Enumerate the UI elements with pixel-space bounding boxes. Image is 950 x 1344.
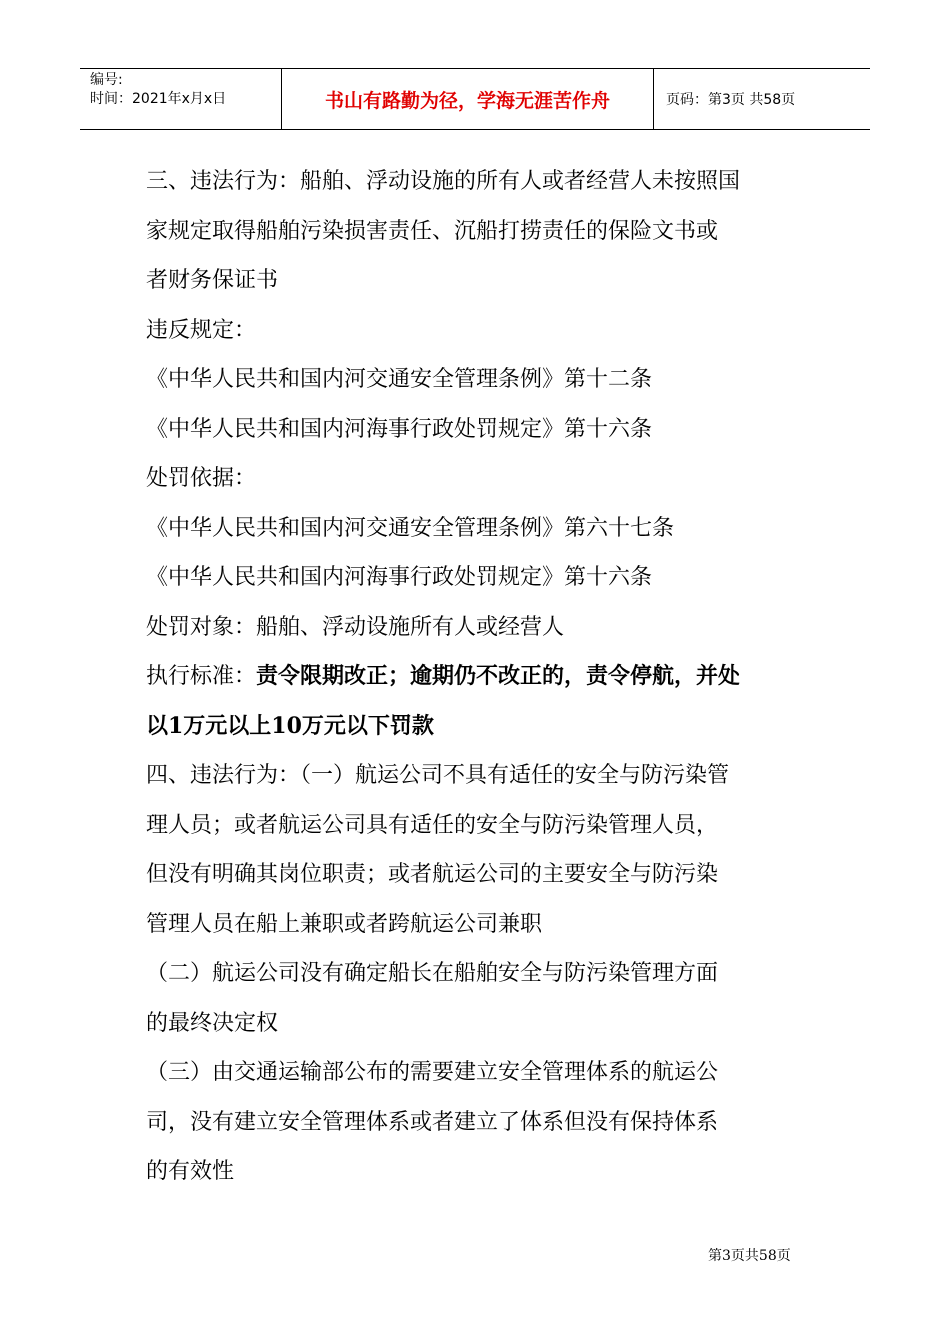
body-line: 四、违法行为：（一）航运公司不具有适任的安全与防污染管 (146, 763, 730, 788)
header-meta (80, 69, 282, 129)
page-footer: 第3页共58页 (708, 1248, 791, 1264)
body-line: 司，没有建立安全管理体系或者建立了体系但没有保持体系 (146, 1109, 719, 1135)
number-label: 编号: (90, 72, 123, 88)
header-page-info: 页码：第3页 共58页 (666, 92, 796, 108)
body-line: 处罚依据： (146, 466, 257, 491)
body-line: 但没有明确其岗位职责；或者航运公司的主要安全与防污染 (146, 862, 719, 887)
page-header (80, 68, 870, 130)
body-line: 《中华人民共和国内河海事行政处罚规定》第十六条 (146, 565, 653, 590)
body-line: 理人员；或者航运公司具有适任的安全与防污染管理人员， (146, 812, 719, 838)
body-line: 的有效性 (146, 1159, 235, 1184)
body-line: 《中华人民共和国内河交通安全管理条例》第十二条 (146, 367, 653, 392)
body-line: （三）由交通运输部公布的需要建立安全管理体系的航运公 (146, 1060, 719, 1085)
body-line: （二）航运公司没有确定船长在船舶安全与防污染管理方面 (146, 961, 719, 986)
standard-label: 执行标准： (146, 664, 257, 689)
standard-line (146, 652, 814, 702)
body-line: 处罚对象：船舶、浮动设施所有人或经营人 (146, 614, 565, 640)
body-line: 违反规定： (146, 317, 257, 343)
document-body (146, 157, 814, 1197)
header-motto: 书山有路勤为径，学海无涯苦作舟 (282, 69, 654, 129)
body-line: 管理人员在船上兼职或者跨航运公司兼职 (146, 911, 543, 937)
body-line: 的最终决定权 (146, 1010, 279, 1036)
time-label: 时间：2021年x月x日 (90, 91, 227, 107)
body-line: 《中华人民共和国内河海事行政处罚规定》第十六条 (146, 416, 653, 442)
body-line: 三、违法行为：船舶、浮动设施的所有人或者经营人未按照国 (146, 169, 741, 194)
body-line: 者财务保证书 (146, 268, 279, 293)
standard-text: 以1万元以上10万元以下罚款 (146, 712, 434, 739)
standard-line-continued (146, 702, 814, 752)
standard-text: 责令限期改正；逾期仍不改正的，责令停航，并处 (256, 663, 741, 689)
body-line: 家规定取得船舶污染损害责任、沉船打捞责任的保险文书或 (146, 218, 719, 244)
body-line: 《中华人民共和国内河交通安全管理条例》第六十七条 (146, 515, 675, 541)
